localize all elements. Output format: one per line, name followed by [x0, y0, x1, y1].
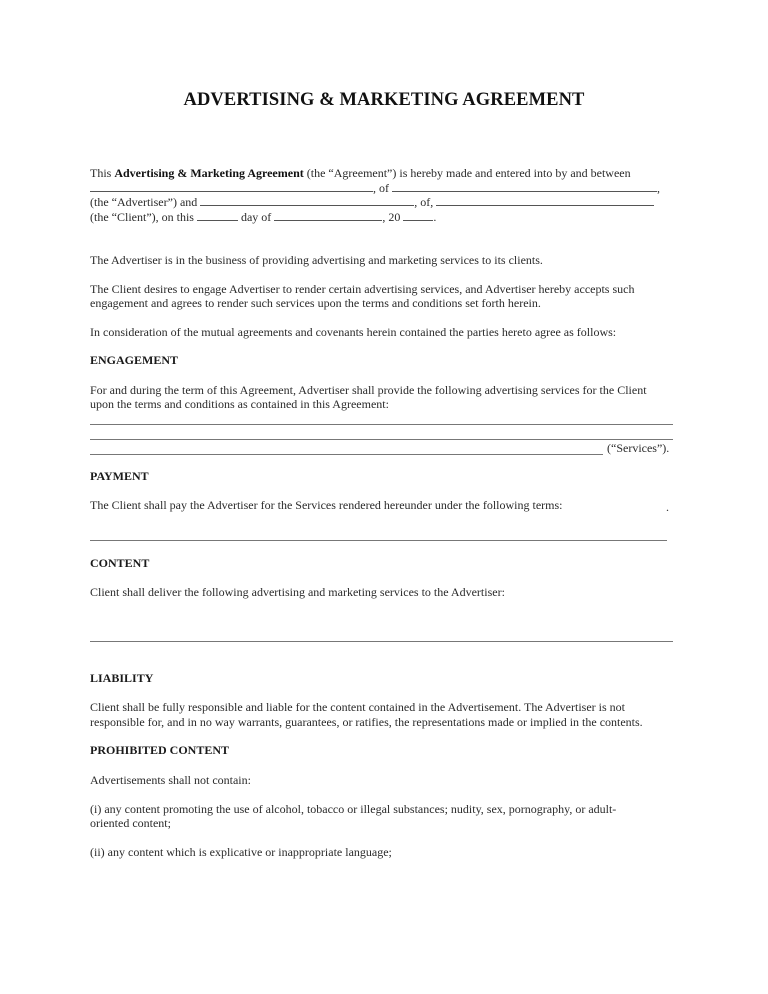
recital-3: In consideration of the mutual agreements and covenants herein contained the parties hereto agree as follows:	[90, 325, 617, 339]
document-title: ADVERTISING & MARKETING AGREEMENT	[183, 90, 585, 110]
recital-1: The Advertiser is in the business of providing advertising and marketing services to its clients.	[90, 253, 543, 267]
prohibited-intro: Advertisements shall not contain:	[90, 773, 251, 787]
liability-line-1: Client shall be fully responsible and liable for the content contained in the Advertisement. The Advertiser is not	[90, 700, 625, 714]
intro-line-1: This Advertising & Marketing Agreement (the “Agreement”) is hereby made and entered into by and between	[90, 166, 631, 180]
content-heading: CONTENT	[90, 556, 150, 570]
services-label: (“Services”).	[607, 441, 670, 455]
advertiser-address-field[interactable]	[392, 180, 657, 192]
agreement-name: Advertising & Marketing Agreement	[114, 166, 304, 180]
services-blank-line-3[interactable]	[90, 454, 603, 455]
prohibited-item-1-line-1: (i) any content promoting the use of alcohol, tobacco or illegal substances; nudity, sex, pornography, or adult-	[90, 802, 617, 816]
content-line-1: Client shall deliver the following advertising and marketing services to the Advertiser:	[90, 585, 505, 599]
engagement-line-1: For and during the term of this Agreement, Advertiser shall provide the following advertising services for the Client	[90, 383, 647, 397]
content-blank-line[interactable]	[90, 641, 673, 642]
liability-heading: LIABILITY	[90, 671, 154, 685]
client-name-field[interactable]	[200, 194, 414, 206]
year-field[interactable]	[403, 209, 433, 221]
day-field[interactable]	[197, 209, 238, 221]
month-field[interactable]	[274, 209, 382, 221]
advertiser-name-field[interactable]	[90, 180, 373, 192]
intro-line-2: , of ,	[90, 180, 660, 195]
prohibited-heading: PROHIBITED CONTENT	[90, 743, 230, 757]
recital-2-line-2: engagement and agrees to render such services upon the terms and conditions set forth herein.	[90, 296, 541, 310]
services-blank-line-2[interactable]	[90, 439, 673, 440]
payment-heading: PAYMENT	[90, 469, 149, 483]
recital-2-line-1: The Client desires to engage Advertiser to render certain advertising services, and Advertiser hereby accepts such	[90, 282, 635, 296]
prohibited-item-1-line-2: oriented content;	[90, 816, 171, 830]
payment-trailing-period: .	[666, 500, 669, 514]
services-blank-line-1[interactable]	[90, 424, 673, 425]
engagement-line-2: upon the terms and conditions as contained in this Agreement:	[90, 397, 389, 411]
client-address-field[interactable]	[436, 194, 654, 206]
liability-line-2: responsible for, and in no way warrants, guarantees, or ratifies, the representations made or implied in the contents.	[90, 715, 643, 729]
engagement-heading: ENGAGEMENT	[90, 353, 179, 367]
intro-line-3: (the “Advertiser”) and , of,	[90, 194, 654, 209]
intro-line-4: (the “Client”), on this day of , 20 .	[90, 210, 437, 224]
payment-line-1: The Client shall pay the Advertiser for the Services rendered hereunder under the following terms:	[90, 498, 563, 512]
prohibited-item-2: (ii) any content which is explicative or inappropriate language;	[90, 845, 392, 859]
payment-terms-blank-line[interactable]	[90, 540, 667, 541]
